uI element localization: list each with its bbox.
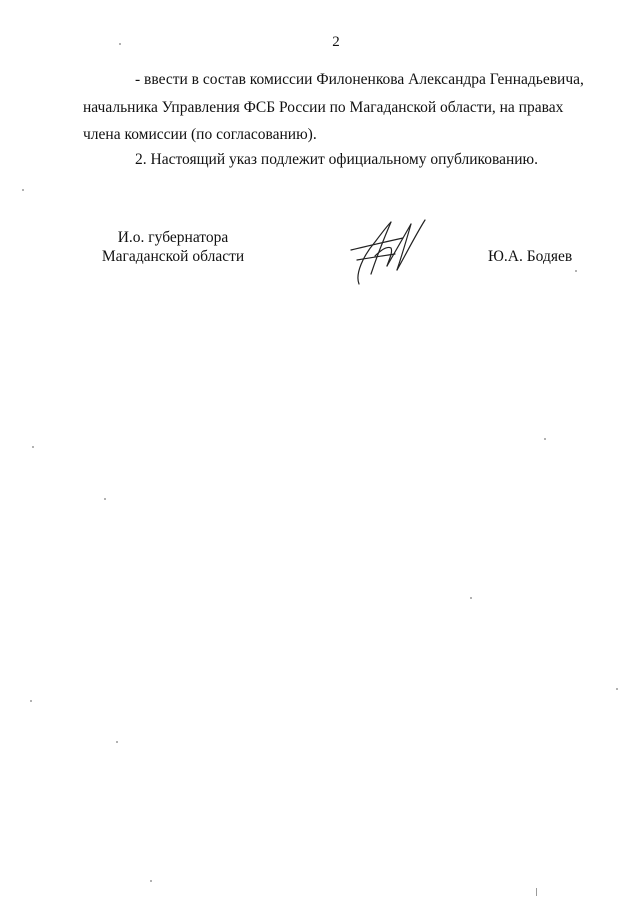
scan-speck [32,446,34,448]
signatory-position [100,228,246,267]
scan-speck [470,597,472,599]
scan-speck [536,888,537,896]
scan-speck [150,880,152,882]
scan-speck [116,741,118,743]
scan-speck [575,270,577,272]
scan-speck [30,700,32,702]
handwritten-signature-icon [345,216,445,296]
signer-name: Ю.А. Бодяев [488,248,573,265]
body-line-member-position: начальника Управления ФСБ России по Магаданской области, на правах [83,99,564,116]
scan-speck [22,189,24,191]
body-line-member-status: члена комиссии (по согласованию). [83,126,317,143]
scan-speck [616,688,618,690]
body-line-commission-member: - ввести в состав комиссии Филоненкова Александра Геннадьевича, [135,71,584,88]
scan-speck [119,43,121,45]
signatory-position-line-1: И.о. губернатора [117,229,229,246]
page-number: 2 [332,34,340,50]
signatory-position-line-2: Магаданской области [101,248,245,266]
scan-speck [544,438,546,440]
signature-block [0,228,640,298]
body-line-publication-clause: 2. Настоящий указ подлежит официальному опубликованию. [135,151,539,168]
scan-speck [104,498,106,500]
